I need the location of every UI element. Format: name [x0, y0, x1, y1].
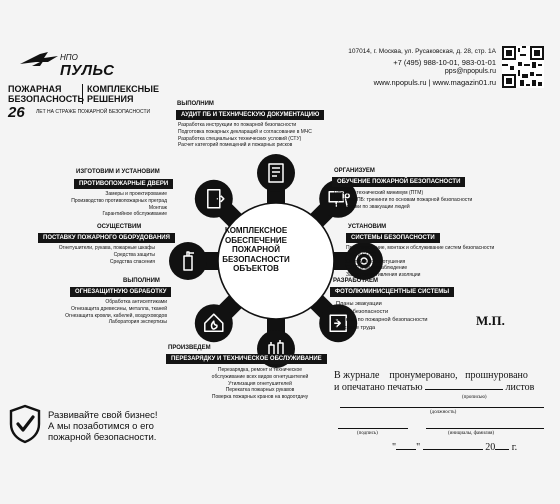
- sheet-count-field[interactable]: [425, 389, 503, 390]
- center-label: КОМПЛЕКСНОЕ ОБЕСПЕЧЕНИЕ ПОЖАРНОЙ БЕЗОПАСНОСТИ ОБЪЕКТОВ: [222, 226, 290, 273]
- promo-line: А мы позаботимся о его: [48, 421, 154, 432]
- list-item: Лаборатория экспертизы: [108, 319, 167, 326]
- company-email: pps@npopuls.ru: [444, 68, 496, 75]
- list-item: Утилизация огнетушителей: [228, 380, 292, 387]
- list-item: Практика ПБ: тренинги по основам пожарной безопасности: [334, 196, 473, 203]
- promo-line: Развивайте свой бизнес!: [48, 410, 158, 421]
- year-suffix: г.: [511, 442, 518, 453]
- list-item: обслуживание всех видов огнетушителей: [211, 373, 309, 380]
- recharge-heading: ПРОИЗВЕДЕМ: [168, 345, 211, 351]
- year-prefix: 20: [485, 442, 496, 453]
- photolum-heading: РАЗРАБОТАЕМ: [333, 278, 378, 284]
- company-phones: +7 (495) 988-10-01, 983-01-01: [393, 58, 496, 67]
- audit-title-bar: АУДИТ ПБ И ТЕХНИЧЕСКУЮ ДОКУМЕНТАЦИЮ: [176, 110, 324, 120]
- list-item: Замер сопротивления изоляции: [346, 272, 421, 279]
- gear-node: [195, 180, 233, 218]
- list-item: Производство противопожарных преград: [71, 197, 167, 204]
- stamp-place-label: М.П.: [476, 313, 505, 328]
- doors-heading: ИЗГОТОВИМ И УСТАНОВИМ: [76, 169, 160, 175]
- signature-field[interactable]: [338, 428, 408, 429]
- tagline-line: БЕЗОПАСНОСТЬ: [8, 94, 84, 104]
- brand-prefix: НПО: [60, 53, 78, 62]
- date-quote: ": [392, 442, 397, 453]
- list-item: Монтаж: [148, 204, 167, 211]
- month-field[interactable]: [423, 449, 483, 450]
- systems-heading: УСТАНОВИМ: [348, 224, 387, 230]
- full-name-field[interactable]: [426, 428, 544, 429]
- list-item: Разработка специальных технических условий (СТУ): [178, 135, 302, 142]
- recharge-items: [180, 367, 340, 401]
- list-item: Тренировки по эвакуации людей: [334, 203, 410, 210]
- list-item: Планы эвакуации: [336, 301, 382, 307]
- years-caption: ЛЕТ НА СТРАЖЕ ПОЖАРНОЙ БЕЗОПАСНОСТИ: [36, 109, 151, 115]
- company-websites: www.npopuls.ru | www.magazin01.ru: [373, 78, 496, 87]
- door-icon: [195, 180, 233, 218]
- caption-propis: (прописью): [462, 395, 487, 400]
- training-title-bar: ОБУЧЕНИЕ ПОЖАРНОЙ БЕЗОПАСНОСТИ: [332, 177, 465, 187]
- treatment-heading: ВЫПОЛНИМ: [123, 278, 160, 284]
- journal-text: прошнуровано: [465, 370, 528, 381]
- company-address: 107014, г. Москва, ул. Русаковская, д. 28, стр. 1А: [348, 48, 496, 55]
- list-item: Системы пожаротушения: [346, 258, 406, 265]
- list-item: и охране труда: [336, 325, 376, 331]
- list-item: Подготовка пожарных деклараций и согласование в МЧС: [178, 128, 312, 135]
- list-item: Огнезащита древесины, металла, тканей: [71, 305, 167, 312]
- list-item: Перезарядка, ремонт и техническое: [217, 367, 303, 373]
- list-item: Проектирование, монтаж и обслуживание систем безопасности: [346, 245, 495, 251]
- journal-text: пронумеровано,: [389, 370, 458, 381]
- training-items: [334, 190, 472, 210]
- years-number: 26: [8, 104, 25, 121]
- year-field[interactable]: [495, 449, 509, 450]
- list-item: Знаки безопасности: [336, 309, 389, 315]
- list-item: Средства защиты: [113, 251, 155, 258]
- photolum-title-bar: ФОТОЛЮМИНИСЦЕНТНЫЕ СИСТЕМЫ: [330, 287, 454, 297]
- list-item: Гарантийное обслуживание: [102, 211, 167, 218]
- list-item: Стенды по пожарной безопасности: [336, 317, 428, 323]
- training-heading: ОРГАНИЗУЕМ: [334, 168, 375, 174]
- caption-position: (должность): [430, 410, 457, 415]
- list-item: Поверка пожарных кранов на водоотдачу: [211, 394, 309, 401]
- position-field[interactable]: [340, 407, 544, 408]
- treatment-title-bar: ОГНЕЗАЩИТНУЮ ОБРАБОТКУ: [70, 287, 171, 297]
- house-fire-icon: [195, 304, 233, 342]
- caption-full-name: (инициалы, фамилия): [448, 431, 495, 436]
- shield-check-icon: [8, 404, 42, 444]
- audit-heading: ВЫПОЛНИМ: [177, 101, 214, 107]
- list-item: АПС и СОУЭ: [346, 251, 376, 258]
- brand-tagline-solutions: [82, 84, 159, 104]
- tagline-line: РЕШЕНИЯ: [87, 94, 134, 104]
- tagline-line: КОМПЛЕКСНЫЕ: [87, 84, 159, 94]
- journal-text: В журнале: [334, 370, 380, 381]
- list-item: Обработка антисептиками: [105, 299, 167, 305]
- list-item: Огнезащита кровли, кабелей, воздуховодов: [65, 312, 167, 319]
- list-item: Перекатка пожарных рукавов: [225, 387, 295, 394]
- photolum-items: [336, 300, 428, 332]
- list-item: Разработка инструкции по пожарной безопасности: [178, 122, 297, 128]
- date-quote: ": [416, 442, 421, 453]
- date-row: [392, 441, 560, 454]
- promo-text: [48, 410, 158, 443]
- systems-items: [346, 245, 494, 279]
- brand-tagline-fire-safety: [8, 84, 84, 104]
- audit-items: [178, 122, 312, 149]
- caption-signature: (подпись): [357, 431, 378, 436]
- equipment-heading: ОСУЩЕСТВИМ: [97, 224, 142, 230]
- doors-items: [71, 191, 167, 218]
- list-item: Огнетушители, рукава, пожарные шкафы: [58, 245, 155, 251]
- journal-text: листов: [505, 382, 535, 393]
- equipment-items: [59, 245, 155, 265]
- qr-code-icon: [502, 46, 544, 88]
- promo-line: пожарной безопасности.: [48, 432, 157, 443]
- journal-text: и опечатано печатью: [334, 382, 423, 393]
- treatment-items: [65, 299, 167, 326]
- gear-node: [257, 154, 295, 192]
- tagline-line: ПОЖАРНАЯ: [8, 84, 62, 94]
- day-field[interactable]: [396, 449, 416, 450]
- list-item: Пожарно-технический минимум (ПТМ): [334, 190, 424, 196]
- list-item: Замеры и проектирование: [105, 191, 167, 197]
- list-item: Средства спасения: [109, 258, 155, 265]
- doors-title-bar: ПРОТИВОПОЖАРНЫЕ ДВЕРИ: [74, 179, 173, 189]
- list-item: СКУД и видеонаблюдение: [346, 265, 408, 272]
- systems-title-bar: СИСТЕМЫ БЕЗОПАСНОСТИ: [346, 233, 440, 243]
- brand-name: ПУЛЬС: [60, 62, 115, 79]
- recharge-title-bar: ПЕРЕЗАРЯДКУ И ТЕХНИЧЕСКОЕ ОБСЛУЖИВАНИЕ: [166, 354, 327, 364]
- checklist-icon: [257, 154, 295, 192]
- equipment-title-bar: ПОСТАВКУ ПОЖАРНОГО ОБОРУДОВАНИЯ: [38, 233, 175, 243]
- journal-record-text-2: [334, 381, 554, 394]
- list-item: Расчет категорий помещений и пожарных рисков: [178, 142, 293, 149]
